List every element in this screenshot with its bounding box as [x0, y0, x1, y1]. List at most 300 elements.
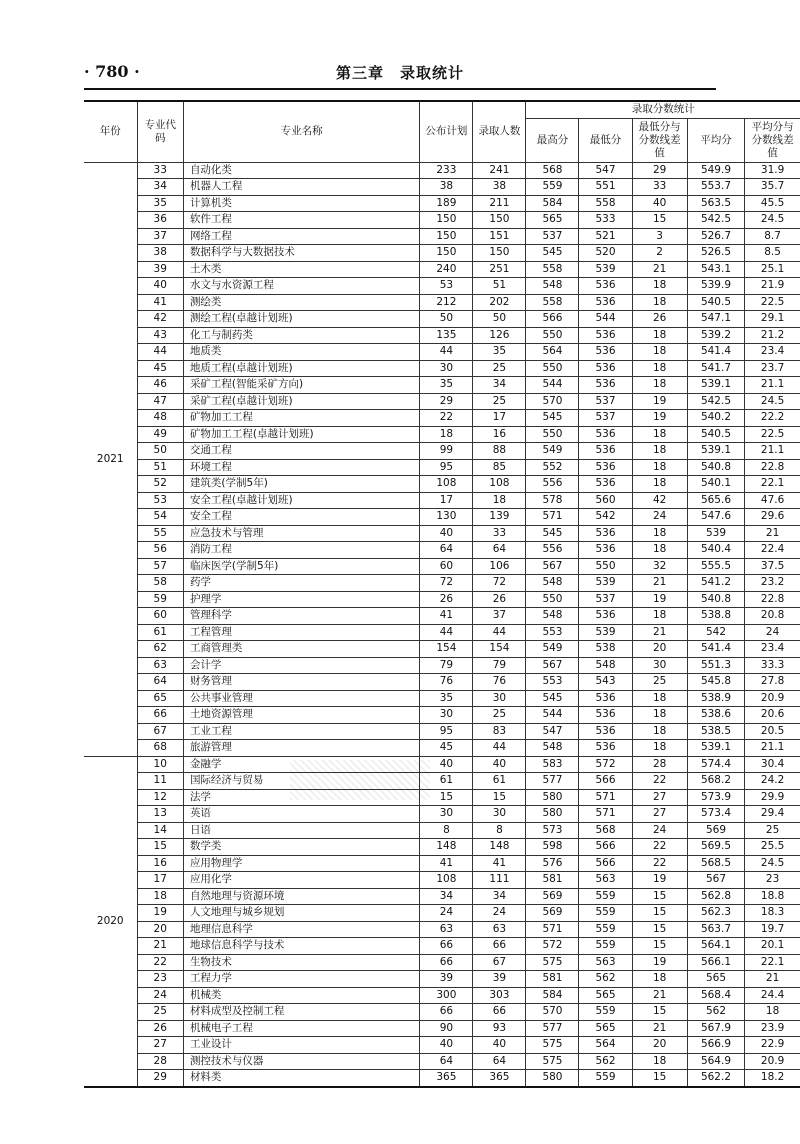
plan-cell: 154 — [420, 641, 473, 658]
code-cell: 45 — [137, 360, 183, 377]
admitted-cell: 64 — [473, 542, 526, 559]
avg-score-cell: 540.1 — [687, 476, 744, 493]
plan-cell: 95 — [420, 459, 473, 476]
avg-score-cell: 539.9 — [687, 278, 744, 295]
code-cell: 16 — [137, 855, 183, 872]
avg-score-cell: 526.7 — [687, 228, 744, 245]
avg-score-cell: 541.7 — [687, 360, 744, 377]
major-name-cell: 旅游管理 — [183, 740, 419, 757]
code-cell: 36 — [137, 212, 183, 229]
max-score-cell: 571 — [526, 509, 579, 526]
min-score-cell: 536 — [579, 344, 632, 361]
major-name-cell: 生物技术 — [183, 954, 419, 971]
min-score-cell: 536 — [579, 723, 632, 740]
avg-diff-cell: 21.1 — [745, 443, 800, 460]
avg-diff-cell: 29.6 — [745, 509, 800, 526]
plan-cell: 148 — [420, 839, 473, 856]
avg-score-cell: 569 — [687, 822, 744, 839]
admitted-cell: 26 — [473, 591, 526, 608]
chapter-title: 第三章 录取统计 — [335, 64, 464, 82]
table-row — [84, 195, 800, 212]
admitted-cell: 40 — [473, 756, 526, 773]
avg-score-cell: 574.4 — [687, 756, 744, 773]
max-score-cell: 544 — [526, 377, 579, 394]
col-header-avg: 平均分 — [687, 118, 744, 162]
avg-diff-cell: 22.8 — [745, 591, 800, 608]
plan-cell: 35 — [420, 690, 473, 707]
min-diff-cell: 28 — [632, 756, 687, 773]
max-score-cell: 567 — [526, 558, 579, 575]
code-cell: 48 — [137, 410, 183, 427]
avg-diff-cell: 25 — [745, 822, 800, 839]
min-score-cell: 571 — [579, 789, 632, 806]
code-cell: 53 — [137, 492, 183, 509]
max-score-cell: 556 — [526, 542, 579, 559]
min-diff-cell: 18 — [632, 707, 687, 724]
min-diff-cell: 18 — [632, 1053, 687, 1070]
min-score-cell: 536 — [579, 278, 632, 295]
code-cell: 42 — [137, 311, 183, 328]
code-cell: 58 — [137, 575, 183, 592]
avg-diff-cell: 33.3 — [745, 657, 800, 674]
admitted-cell: 25 — [473, 393, 526, 410]
avg-diff-cell: 21 — [745, 971, 800, 988]
major-name-cell: 安全工程 — [183, 509, 419, 526]
max-score-cell: 575 — [526, 954, 579, 971]
major-name-cell: 工程力学 — [183, 971, 419, 988]
table-row — [84, 756, 800, 773]
admitted-cell: 24 — [473, 905, 526, 922]
max-score-cell: 550 — [526, 591, 579, 608]
min-score-cell: 536 — [579, 360, 632, 377]
plan-cell: 45 — [420, 740, 473, 757]
code-cell: 52 — [137, 476, 183, 493]
plan-cell: 44 — [420, 344, 473, 361]
min-diff-cell: 15 — [632, 212, 687, 229]
min-diff-cell: 18 — [632, 525, 687, 542]
table-row — [84, 987, 800, 1004]
avg-score-cell: 539.2 — [687, 327, 744, 344]
major-name-cell: 数据科学与大数据技术 — [183, 245, 419, 262]
avg-diff-cell: 22.2 — [745, 410, 800, 427]
code-cell: 22 — [137, 954, 183, 971]
plan-cell: 50 — [420, 311, 473, 328]
plan-cell: 22 — [420, 410, 473, 427]
code-cell: 10 — [137, 756, 183, 773]
min-diff-cell: 21 — [632, 624, 687, 641]
max-score-cell: 545 — [526, 410, 579, 427]
max-score-cell: 549 — [526, 641, 579, 658]
table-row — [84, 839, 800, 856]
major-name-cell: 应急技术与管理 — [183, 525, 419, 542]
admitted-cell: 148 — [473, 839, 526, 856]
major-name-cell: 法学 — [183, 789, 419, 806]
table-row — [84, 822, 800, 839]
plan-cell: 39 — [420, 971, 473, 988]
min-diff-cell: 19 — [632, 410, 687, 427]
table-row — [84, 690, 800, 707]
table-row — [84, 311, 800, 328]
max-score-cell: 550 — [526, 327, 579, 344]
avg-score-cell: 538.5 — [687, 723, 744, 740]
table-row — [84, 443, 800, 460]
code-cell: 12 — [137, 789, 183, 806]
min-diff-cell: 27 — [632, 789, 687, 806]
min-diff-cell: 20 — [632, 1037, 687, 1054]
plan-cell: 40 — [420, 1037, 473, 1054]
min-score-cell: 565 — [579, 987, 632, 1004]
plan-cell: 233 — [420, 162, 473, 179]
admitted-cell: 211 — [473, 195, 526, 212]
col-header-max: 最高分 — [526, 118, 579, 162]
min-score-cell: 565 — [579, 1020, 632, 1037]
min-diff-cell: 18 — [632, 377, 687, 394]
avg-score-cell: 540.5 — [687, 426, 744, 443]
major-name-cell: 工程管理 — [183, 624, 419, 641]
code-cell: 20 — [137, 921, 183, 938]
avg-diff-cell: 22.5 — [745, 294, 800, 311]
max-score-cell: 577 — [526, 773, 579, 790]
table-row — [84, 575, 800, 592]
table-row — [84, 707, 800, 724]
max-score-cell: 581 — [526, 872, 579, 889]
min-diff-cell: 18 — [632, 971, 687, 988]
avg-score-cell: 542.5 — [687, 393, 744, 410]
min-score-cell: 537 — [579, 410, 632, 427]
max-score-cell: 580 — [526, 1070, 579, 1087]
avg-diff-cell: 25.5 — [745, 839, 800, 856]
table-row — [84, 476, 800, 493]
avg-diff-cell: 24.2 — [745, 773, 800, 790]
avg-diff-cell: 21.2 — [745, 327, 800, 344]
min-score-cell: 566 — [579, 773, 632, 790]
admitted-cell: 37 — [473, 608, 526, 625]
max-score-cell: 549 — [526, 443, 579, 460]
min-score-cell: 560 — [579, 492, 632, 509]
min-score-cell: 536 — [579, 294, 632, 311]
code-cell: 68 — [137, 740, 183, 757]
table-row — [84, 1004, 800, 1021]
avg-diff-cell: 18.8 — [745, 888, 800, 905]
code-cell: 41 — [137, 294, 183, 311]
avg-diff-cell: 18.3 — [745, 905, 800, 922]
avg-diff-cell: 23.9 — [745, 1020, 800, 1037]
admitted-cell: 63 — [473, 921, 526, 938]
plan-cell: 40 — [420, 525, 473, 542]
min-score-cell: 521 — [579, 228, 632, 245]
avg-diff-cell: 8.7 — [745, 228, 800, 245]
max-score-cell: 570 — [526, 1004, 579, 1021]
major-name-cell: 应用化学 — [183, 872, 419, 889]
min-score-cell: 551 — [579, 179, 632, 196]
table-row — [84, 657, 800, 674]
min-diff-cell: 19 — [632, 393, 687, 410]
admitted-cell: 40 — [473, 1037, 526, 1054]
plan-cell: 24 — [420, 905, 473, 922]
avg-score-cell: 566.1 — [687, 954, 744, 971]
avg-score-cell: 573.4 — [687, 806, 744, 823]
avg-score-cell: 562.3 — [687, 905, 744, 922]
min-score-cell: 548 — [579, 657, 632, 674]
avg-diff-cell: 22.9 — [745, 1037, 800, 1054]
plan-cell: 34 — [420, 888, 473, 905]
major-name-cell: 材料成型及控制工程 — [183, 1004, 419, 1021]
code-cell: 46 — [137, 377, 183, 394]
plan-cell: 41 — [420, 608, 473, 625]
code-cell: 49 — [137, 426, 183, 443]
avg-score-cell: 562.2 — [687, 1070, 744, 1087]
avg-diff-cell: 20.5 — [745, 723, 800, 740]
admitted-cell: 34 — [473, 377, 526, 394]
max-score-cell: 581 — [526, 971, 579, 988]
avg-diff-cell: 23.4 — [745, 641, 800, 658]
avg-diff-cell: 21.1 — [745, 377, 800, 394]
major-name-cell: 安全工程(卓越计划班) — [183, 492, 419, 509]
page-number: · 780 · — [84, 62, 140, 81]
code-cell: 40 — [137, 278, 183, 295]
min-score-cell: 536 — [579, 459, 632, 476]
avg-score-cell: 553.7 — [687, 179, 744, 196]
avg-diff-cell: 24.5 — [745, 393, 800, 410]
min-score-cell: 536 — [579, 690, 632, 707]
min-score-cell: 571 — [579, 806, 632, 823]
avg-diff-cell: 21 — [745, 525, 800, 542]
major-name-cell: 采矿工程(卓越计划班) — [183, 393, 419, 410]
max-score-cell: 570 — [526, 393, 579, 410]
admitted-cell: 44 — [473, 740, 526, 757]
major-name-cell: 软件工程 — [183, 212, 419, 229]
avg-diff-cell: 22.4 — [745, 542, 800, 559]
table-row — [84, 674, 800, 691]
min-diff-cell: 33 — [632, 179, 687, 196]
admitted-cell: 202 — [473, 294, 526, 311]
admitted-cell: 241 — [473, 162, 526, 179]
avg-score-cell: 541.2 — [687, 575, 744, 592]
avg-score-cell: 538.9 — [687, 690, 744, 707]
plan-cell: 17 — [420, 492, 473, 509]
plan-cell: 189 — [420, 195, 473, 212]
min-score-cell: 536 — [579, 426, 632, 443]
major-name-cell: 药学 — [183, 575, 419, 592]
avg-score-cell: 542.5 — [687, 212, 744, 229]
avg-score-cell: 542 — [687, 624, 744, 641]
avg-score-cell: 547.6 — [687, 509, 744, 526]
code-cell: 27 — [137, 1037, 183, 1054]
code-cell: 39 — [137, 261, 183, 278]
plan-cell: 63 — [420, 921, 473, 938]
table-row — [84, 426, 800, 443]
max-score-cell: 545 — [526, 525, 579, 542]
table-row — [84, 212, 800, 229]
code-cell: 57 — [137, 558, 183, 575]
table-row — [84, 459, 800, 476]
table-row — [84, 344, 800, 361]
plan-cell: 66 — [420, 1004, 473, 1021]
code-cell: 43 — [137, 327, 183, 344]
max-score-cell: 559 — [526, 179, 579, 196]
table-row — [84, 278, 800, 295]
min-score-cell: 563 — [579, 954, 632, 971]
table-row — [84, 327, 800, 344]
admitted-cell: 303 — [473, 987, 526, 1004]
table-row — [84, 261, 800, 278]
admitted-cell: 67 — [473, 954, 526, 971]
min-diff-cell: 32 — [632, 558, 687, 575]
min-score-cell: 539 — [579, 261, 632, 278]
plan-cell: 60 — [420, 558, 473, 575]
col-header-code: 专业代码 — [137, 101, 183, 162]
code-cell: 61 — [137, 624, 183, 641]
code-cell: 55 — [137, 525, 183, 542]
max-score-cell: 580 — [526, 789, 579, 806]
min-score-cell: 533 — [579, 212, 632, 229]
admitted-cell: 154 — [473, 641, 526, 658]
plan-cell: 29 — [420, 393, 473, 410]
code-cell: 38 — [137, 245, 183, 262]
admitted-cell: 41 — [473, 855, 526, 872]
min-diff-cell: 19 — [632, 872, 687, 889]
code-cell: 29 — [137, 1070, 183, 1087]
plan-cell: 26 — [420, 591, 473, 608]
col-header-year: 年份 — [84, 101, 137, 162]
min-diff-cell: 18 — [632, 294, 687, 311]
table-row — [84, 1070, 800, 1087]
major-name-cell: 日语 — [183, 822, 419, 839]
major-name-cell: 英语 — [183, 806, 419, 823]
avg-diff-cell: 25.1 — [745, 261, 800, 278]
min-score-cell: 559 — [579, 1004, 632, 1021]
code-cell: 63 — [137, 657, 183, 674]
code-cell: 67 — [137, 723, 183, 740]
avg-score-cell: 543.1 — [687, 261, 744, 278]
major-name-cell: 管理科学 — [183, 608, 419, 625]
avg-diff-cell: 22.1 — [745, 954, 800, 971]
code-cell: 47 — [137, 393, 183, 410]
plan-cell: 72 — [420, 575, 473, 592]
min-diff-cell: 18 — [632, 344, 687, 361]
min-diff-cell: 18 — [632, 426, 687, 443]
major-name-cell: 机械电子工程 — [183, 1020, 419, 1037]
avg-diff-cell: 18.2 — [745, 1070, 800, 1087]
table-row — [84, 377, 800, 394]
major-name-cell: 化工与制药类 — [183, 327, 419, 344]
max-score-cell: 564 — [526, 344, 579, 361]
max-score-cell: 583 — [526, 756, 579, 773]
major-name-cell: 消防工程 — [183, 542, 419, 559]
col-header-name: 专业名称 — [183, 101, 419, 162]
avg-diff-cell: 20.9 — [745, 690, 800, 707]
min-score-cell: 559 — [579, 905, 632, 922]
max-score-cell: 548 — [526, 608, 579, 625]
max-score-cell: 569 — [526, 888, 579, 905]
avg-score-cell: 539.1 — [687, 443, 744, 460]
table-row — [84, 624, 800, 641]
min-diff-cell: 27 — [632, 806, 687, 823]
major-name-cell: 国际经济与贸易 — [183, 773, 419, 790]
major-name-cell: 测控技术与仪器 — [183, 1053, 419, 1070]
major-name-cell: 计算机类 — [183, 195, 419, 212]
avg-diff-cell: 23 — [745, 872, 800, 889]
table-row — [84, 179, 800, 196]
avg-score-cell: 562 — [687, 1004, 744, 1021]
min-diff-cell: 15 — [632, 921, 687, 938]
min-score-cell: 558 — [579, 195, 632, 212]
max-score-cell: 584 — [526, 195, 579, 212]
min-diff-cell: 18 — [632, 542, 687, 559]
min-diff-cell: 2 — [632, 245, 687, 262]
major-name-cell: 交通工程 — [183, 443, 419, 460]
min-diff-cell: 26 — [632, 311, 687, 328]
major-name-cell: 护理学 — [183, 591, 419, 608]
table-row — [84, 740, 800, 757]
year-cell: 2021 — [84, 162, 137, 756]
avg-diff-cell: 30.4 — [745, 756, 800, 773]
max-score-cell: 553 — [526, 624, 579, 641]
plan-cell: 76 — [420, 674, 473, 691]
major-name-cell: 数学类 — [183, 839, 419, 856]
admitted-cell: 85 — [473, 459, 526, 476]
min-diff-cell: 22 — [632, 855, 687, 872]
major-name-cell: 金融学 — [183, 756, 419, 773]
min-diff-cell: 18 — [632, 278, 687, 295]
max-score-cell: 545 — [526, 245, 579, 262]
min-score-cell: 536 — [579, 542, 632, 559]
min-score-cell: 550 — [579, 558, 632, 575]
min-diff-cell: 15 — [632, 1070, 687, 1087]
code-cell: 14 — [137, 822, 183, 839]
admitted-cell: 61 — [473, 773, 526, 790]
min-diff-cell: 21 — [632, 987, 687, 1004]
table-row — [84, 1053, 800, 1070]
min-score-cell: 562 — [579, 1053, 632, 1070]
avg-score-cell: 549.9 — [687, 162, 744, 179]
admitted-cell: 66 — [473, 938, 526, 955]
avg-score-cell: 564.9 — [687, 1053, 744, 1070]
code-cell: 37 — [137, 228, 183, 245]
min-score-cell: 559 — [579, 1070, 632, 1087]
code-cell: 65 — [137, 690, 183, 707]
plan-cell: 61 — [420, 773, 473, 790]
min-diff-cell: 30 — [632, 657, 687, 674]
table-row — [84, 888, 800, 905]
table-row — [84, 360, 800, 377]
code-cell: 50 — [137, 443, 183, 460]
avg-score-cell: 539.1 — [687, 740, 744, 757]
admitted-cell: 15 — [473, 789, 526, 806]
plan-cell: 53 — [420, 278, 473, 295]
min-score-cell: 539 — [579, 575, 632, 592]
min-diff-cell: 18 — [632, 327, 687, 344]
avg-score-cell: 526.5 — [687, 245, 744, 262]
max-score-cell: 548 — [526, 278, 579, 295]
avg-diff-cell: 37.5 — [745, 558, 800, 575]
admitted-cell: 150 — [473, 245, 526, 262]
admitted-cell: 30 — [473, 806, 526, 823]
page-header — [84, 62, 716, 84]
admitted-cell: 365 — [473, 1070, 526, 1087]
min-score-cell: 536 — [579, 443, 632, 460]
avg-diff-cell: 20.8 — [745, 608, 800, 625]
avg-diff-cell: 23.2 — [745, 575, 800, 592]
avg-score-cell: 565.6 — [687, 492, 744, 509]
table-row — [84, 245, 800, 262]
admitted-cell: 18 — [473, 492, 526, 509]
min-score-cell: 536 — [579, 327, 632, 344]
min-diff-cell: 25 — [632, 674, 687, 691]
avg-diff-cell: 29.9 — [745, 789, 800, 806]
avg-score-cell: 541.4 — [687, 344, 744, 361]
avg-diff-cell: 35.7 — [745, 179, 800, 196]
